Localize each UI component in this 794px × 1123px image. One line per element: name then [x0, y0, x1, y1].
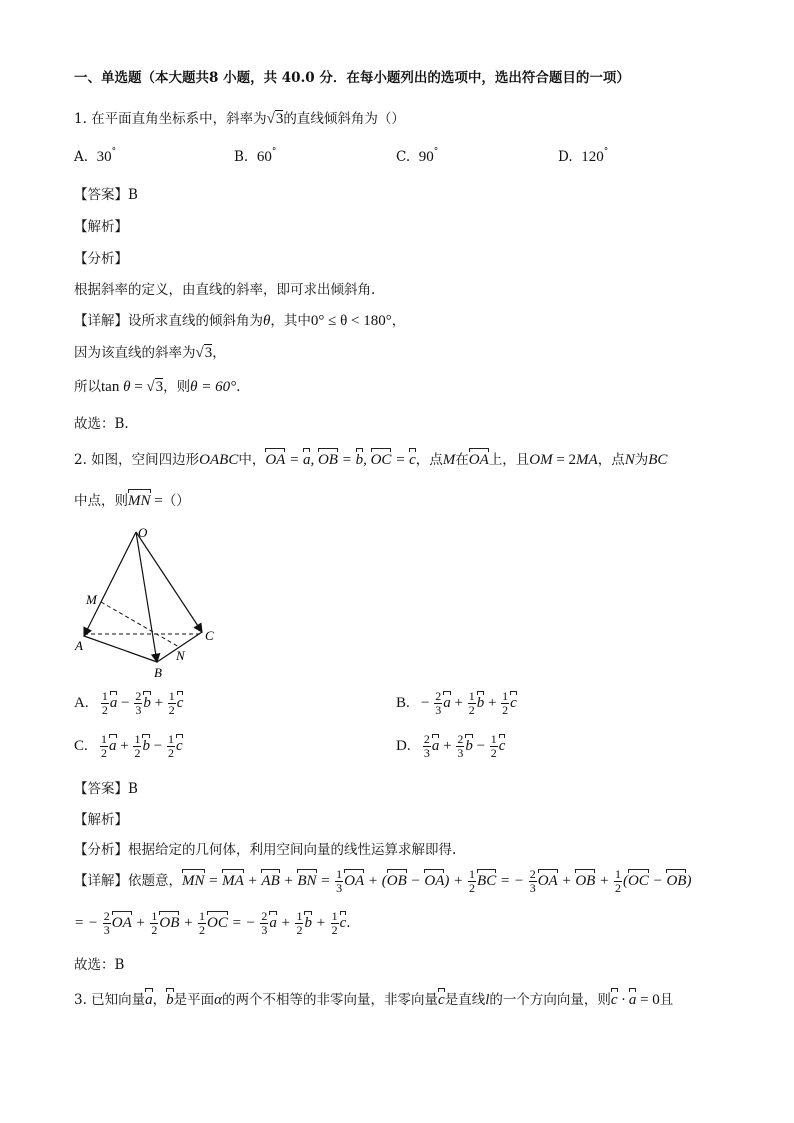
q2-option-c: C. $\frac{1}{2}$ a + $\frac{1}{2}$ b − $\frac{1}{2}$ c: [74, 732, 183, 760]
edge-OC: [136, 532, 202, 632]
label-M: M: [86, 592, 97, 607]
q1-detail-2: 因为该直线的斜率为√3，: [74, 345, 226, 361]
q3-stem: 3. 已知向量a，b是平面α的两个不相等的非零向量，非零向量c是直线l的一个方向向量，则c · a = 0且: [74, 992, 674, 1008]
q1-analysis-tag: 【解析】: [74, 219, 128, 235]
q1-detail-1: 【详解】设所求直线的倾斜角为θ，其中0° ≤ θ < 180°，: [74, 313, 406, 329]
label-C: C: [205, 628, 214, 643]
q1-option-b: B. 60°: [234, 147, 277, 165]
section-header: 一、单选题（本大题共8 小题，共 40.0 分．在每小题列出的选项中，选出符合题目的一项）: [74, 70, 630, 86]
q2-detail-line2: = − $\frac{2}{3}$ OA + $\frac{1}{2}$ OB + $\frac{1}{2}$ OC = − $\frac{2}{3}$ a + $\frac{1}{2}$ b + $\frac{1}{2}$ c.: [74, 909, 351, 937]
q1-conclusion: 故选：B.: [74, 416, 129, 432]
label-A: A: [75, 638, 83, 653]
q2-fenxi: 【分析】根据给定的几何体，利用空间向量的线性运算求解即得.: [74, 842, 457, 858]
q2-stem-line2: 中点，则MN =（）: [74, 493, 190, 509]
q2-analysis-tag: 【解析】: [74, 812, 128, 828]
q2-option-a: A. $\frac{1}{2}$ a − $\frac{2}{3}$ b + $\frac{1}{2}$ c: [74, 689, 184, 717]
q1-option-d: D. 120°: [558, 147, 609, 165]
q2-stem-line1: 2. 如图，空间四边形OABC中，OA = a, OB = b, OC = c，点M在OA上，且OM = 2MA，点N为BC: [74, 452, 668, 468]
q2-conclusion: 故选：B: [74, 957, 125, 973]
q1-option-c: C. 90°: [396, 147, 439, 165]
segment-MN: [101, 602, 179, 647]
label-B: B: [154, 665, 162, 680]
q1-stem: 1. 在平面直角坐标系中，斜率为√3的直线倾斜角为（）: [74, 111, 405, 127]
q2-answer: 【答案】B: [74, 781, 138, 797]
edge-AB: [84, 636, 157, 662]
q1-fenxi-tag: 【分析】: [74, 251, 128, 267]
label-O: O: [138, 525, 148, 540]
tetrahedron-figure: [70, 524, 230, 684]
q2-detail-line1: 【详解】依题意，MN = MA + AB + BN = $\frac{1}{3}$ OA + (OB − OA) + $\frac{1}{2}$ BC = − $\frac{2}{3}$ OA + OB + $\frac{1}{2}$ (OC − OB): [74, 867, 692, 895]
q1-detail-3: 所以tan θ = √3，则θ = 60°.: [74, 379, 241, 395]
q2-option-d: D. $\frac{2}{3}$ a + $\frac{2}{3}$ b − $\frac{1}{2}$ c: [396, 732, 506, 760]
label-N: N: [176, 648, 185, 663]
edge-OB: [136, 532, 157, 662]
q1-answer: 【答案】B: [74, 187, 138, 203]
q2-option-b: B. − $\frac{2}{3}$ a + $\frac{1}{2}$ b + $\frac{1}{2}$ c: [396, 689, 517, 717]
q1-option-a: A. 30°: [74, 147, 117, 165]
edge-OA: [84, 532, 136, 636]
q1-fenxi-text: 根据斜率的定义，由直线的斜率，即可求出倾斜角.: [74, 282, 376, 298]
